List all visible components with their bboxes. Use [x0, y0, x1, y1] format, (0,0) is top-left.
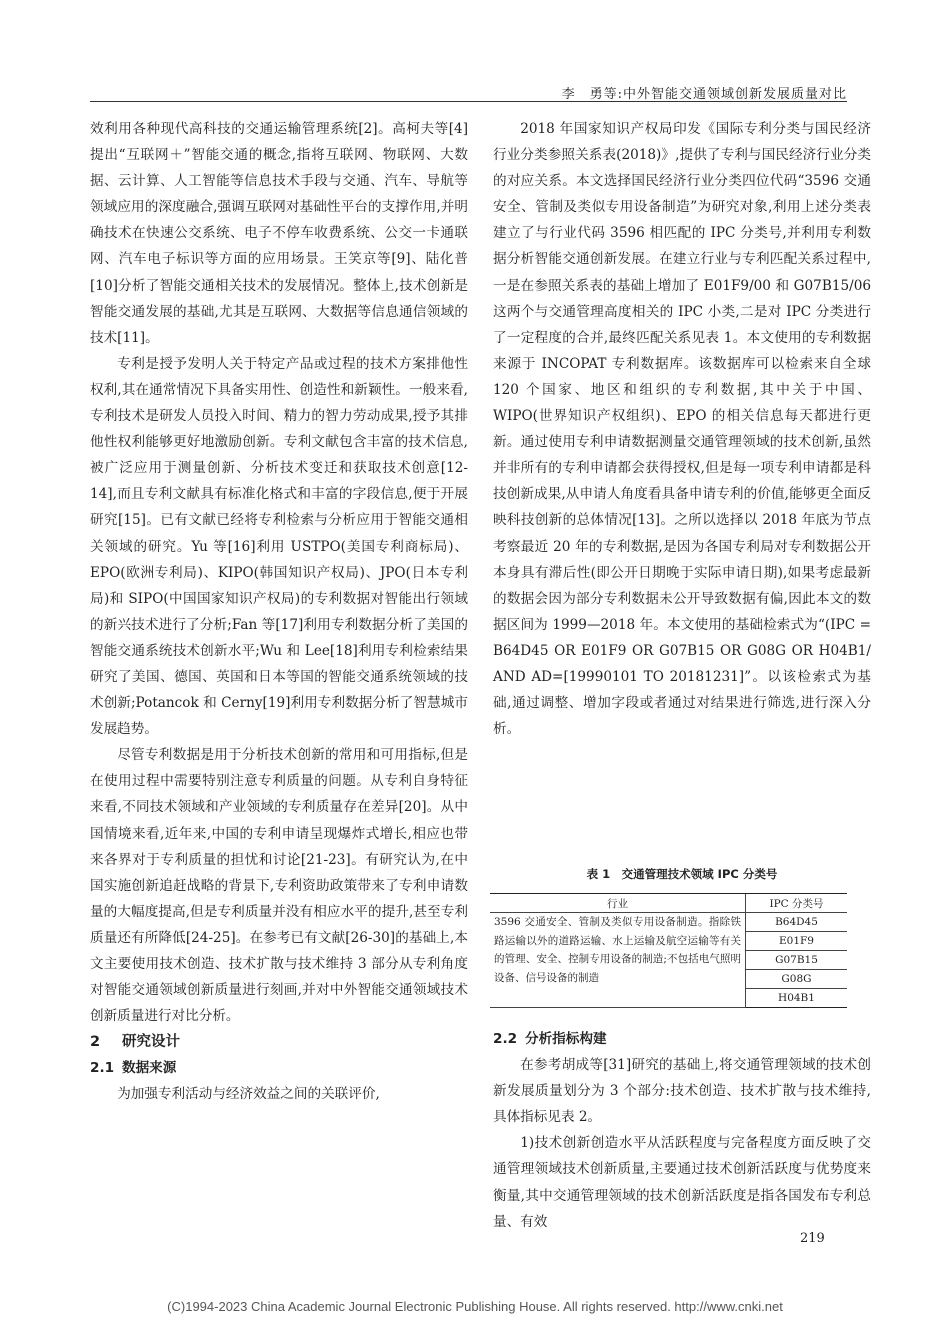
paragraph: 2018 年国家知识产权局印发《国际专利分类与国民经济行业分类参照关系表(2018)》,提供了专利与国民经济行业分类的对应关系。本文选择国民经济行业分类四位代码“3596 交通安全、管制及类似专用设备制造”为研究对象,利用上述分类表建立了与行业代码 3596 相匹配的 IPC 分类号,并利用专利数据分析智能交通创新发展。在建立行业与专利匹配关系过程中,一是在参照关系表的基础上增加了 E01F9/00 和 G07B15/06 这两个与交通管理高度相关的 IPC 小类,二是对 IPC 分类进行了一定程度的合并,最终匹配关系见表 1。本文使用的专利数据来源于 INCOPAT 专利数据库。该数据库可以检索来自全球 120 个国家、地区和组织的专利数据,其中关于中国、WIPO(世界知识产权组织)、EPO 的相关信息每天都进行更新。通过使用专利申请数据测量交通管理领域的技术创新,虽然并非所有的专利申请都会获得授权,但是每一项专利申请都是科技创新成果,从申请人角度看具备申请专利的价值,能够更全面反映科技创新的总体情况[13]。之所以选择以 2018 年底为节点考察最近 20 年的专利数据,是因为各国专利局对专利数据公开本身具有滞后性(即公开日期晚于实际申请日期),如果考虑最新的数据会因为部分专利数据未公开导致数据有偏,因此本文的数据区间为 1999—2018 年。本文使用的基础检索式为“(IPC = B64D45 OR E01F9 OR G07B15 OR G08G OR H04B1/ AND AD=[19990101 TO 20181231]”。以该检索式为基础,通过调整、增加字段或者通过对结果进行筛选,进行深入分析。: [493, 121, 871, 738]
ipc-cell: G08G: [746, 970, 848, 989]
paragraph: 尽管专利数据是用于分析技术创新的常用和可用指标,但是在使用过程中需要特别注意专利质量的问题。从专利自身特征来看,不同技术领域和产业领域的专利质量存在差异[20]。从中国情境来看,近年来,中国的专利申请呈现爆炸式增长,相应也带来各界对于专利质量的担忧和讨论[21-23]。有研究认为,在中国实施创新追赶战略的背景下,专利资助政策带来了专利申请数量的大幅度提高,但是专利质量并没有相应水平的提升,甚至专利质量还有所降低[24-25]。在参考已有文献[26-30]的基础上,本文主要使用技术创造、技术扩散与技术维持 3 部分从专利角度对智能交通领域创新质量进行刻画,并对中外智能交通领域技术创新质量进行对比分析。: [90, 747, 468, 1025]
subsection-heading: [90, 1055, 468, 1081]
paragraph: 在参考胡成等[31]研究的基础上,将交通管理领域的技术创新发展质量划分为 3 个部分:技术创造、技术扩散与技术维持,具体指标见表 2。: [493, 1057, 871, 1126]
column-header-industry: 行业: [490, 894, 746, 913]
paragraph: 为加强专利活动与经济效益之间的关联评价,: [117, 1086, 380, 1103]
table-caption: 表 1 交通管理技术领域 IPC 分类号: [586, 867, 778, 881]
industry-cell: 3596 交通安全、管制及类似专用设备制造。指除铁路运输以外的道路运输、水上运输及航空运输等有关的管理、安全、控制专用设备的制造;不包括电气照明设备、信号设备的制造: [490, 913, 746, 1008]
ipc-cell: E01F9: [746, 932, 848, 951]
section-number: 2: [90, 1034, 101, 1051]
subsection-title: 数据来源: [122, 1060, 177, 1077]
section-heading: [90, 1029, 468, 1055]
column-header-ipc: IPC 分类号: [746, 894, 848, 913]
copyright-footer: (C)1994-2023 China Academic Journal Electronic Publishing House. All rights reserved. http://www.cnki.net: [167, 1299, 783, 1314]
section-title: 研究设计: [122, 1034, 180, 1051]
running-header: 李 勇等:中外智能交通领域创新发展质量对比: [561, 87, 847, 102]
ipc-cell: G07B15: [746, 951, 848, 970]
ipc-cell: H04B1: [746, 989, 848, 1008]
ipc-table: [490, 893, 847, 1008]
paragraph: 1)技术创新创造水平从活跃程度与完备程度方面反映了交通管理领域技术创新质量,主要通过技术创新活跃度与优势度来衡量,其中交通管理领域的技术创新活跃度是指各国发布专利总量、有效: [493, 1135, 871, 1230]
right-column: [493, 116, 871, 742]
header-rule: [90, 101, 847, 102]
subsection-title: 分析指标构建: [525, 1031, 607, 1047]
paragraph: 效利用各种现代高科技的交通运输管理系统[2]。高柯夫等[4]提出“互联网＋”智能交通的概念,指将互联网、物联网、大数据、云计算、人工智能等信息技术手段与交通、汽车、导航等领域应用的深度融合,强调互联网对基础性平台的支撑作用,并明确技术在快速公交系统、电子不停车收费系统、公交一卡通联网、汽车电子标识等方面的应用场景。王笑京等[9]、陆化普[10]分析了智能交通相关技术的发展情况。整体上,技术创新是智能交通发展的基础,尤其是互联网、大数据等信息通信领域的技术[11]。: [90, 121, 468, 346]
ipc-cell: B64D45: [746, 913, 848, 932]
page-number: 219: [800, 1231, 825, 1246]
subsection-number: 2.2: [493, 1031, 518, 1047]
right-column-lower: [493, 1026, 871, 1235]
subsection-heading: [493, 1026, 871, 1052]
table-row: [490, 913, 847, 932]
table-header-row: [490, 894, 847, 913]
paragraph: 专利是授予发明人关于特定产品或过程的技术方案排他性权利,其在通常情况下具备实用性、创造性和新颖性。一般来看,专利技术是研发人员投入时间、精力的智力劳动成果,授予其排他性权利能够更好地激励创新。专利文献包含丰富的技术信息,被广泛应用于测量创新、分析技术变迁和获取技术创意[12-14],而且专利文献具有标准化格式和丰富的字段信息,便于开展研究[15]。已有文献已经将专利检索与分析应用于智能交通相关领域的研究。Yu 等[16]利用 USTPO(美国专利商标局)、EPO(欧洲专利局)、KIPO(韩国知识产权局)、JPO(日本专利局)和 SIPO(中国国家知识产权局)的专利数据对智能出行领域的新兴技术进行了分析;Fan 等[17]利用专利数据分析了美国的智能交通系统技术创新水平;Wu 和 Lee[18]利用专利检索结果研究了美国、德国、英国和日本等国的智能交通系统领域的技术创新;Potancok 和 Cerny[19]利用专利数据分析了智慧城市发展趋势。: [90, 355, 468, 738]
subsection-number: 2.1: [90, 1060, 115, 1077]
left-column: [90, 116, 468, 1108]
